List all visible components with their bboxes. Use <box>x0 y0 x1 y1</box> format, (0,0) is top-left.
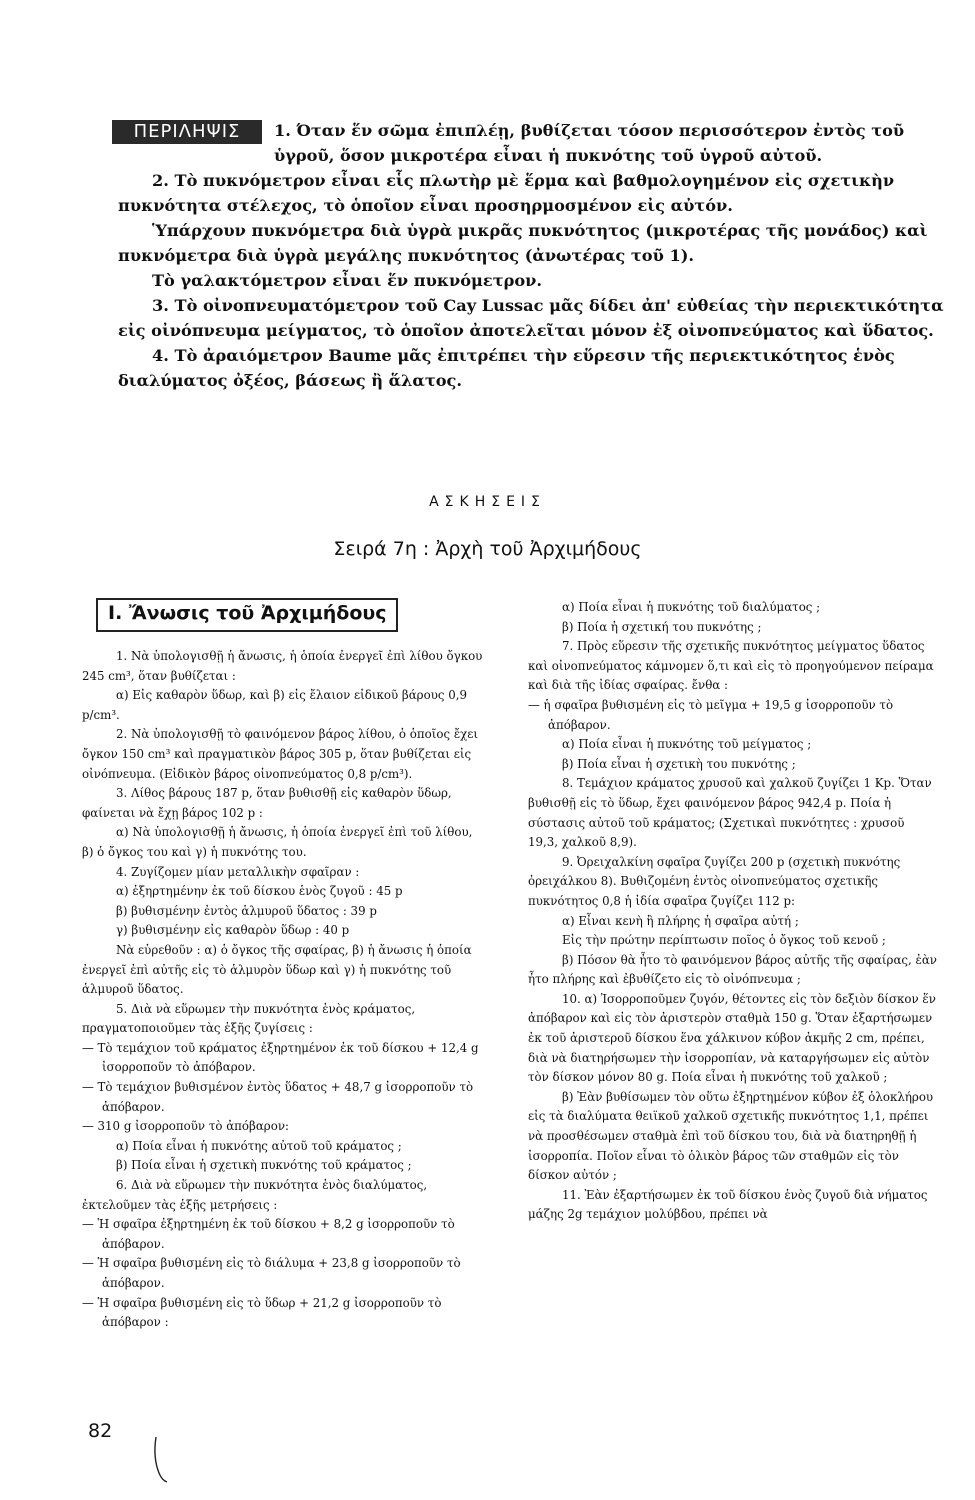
summary-block <box>118 118 960 393</box>
exercise-3-parts: α) Νὰ ὑπολογισθῇ ἡ ἄνωσις, ἡ ὁποία ἐνεργεῖ ἐπὶ τοῦ λίθου, β) ὁ ὄγκος του καὶ γ) ἡ πυκνότης του. <box>82 825 473 859</box>
summary-paragraph-2: 2. Τὸ πυκνόμετρον εἶναι εἷς πλωτὴρ μὲ ἕρμα καὶ βαθμολογημένον εἰς σχετικὴν πυκνότητα στέλεχος, τὸ ὁποῖον εἶναι προσηρμοσμένον εἰς αὐτόν. <box>118 171 895 215</box>
exercise-2: 2. Νὰ ὑπολογισθῇ τὸ φαινόμενον βάρος λίθου, ὁ ὁποῖος ἔχει ὄγκον 150 cm³ καὶ πραγματικὸν βάρος 305 p, ὅταν βυθίζεται εἰς οἰνόπνευμα. (Εἰδικὸν βάρος οἰνοπνεύματος 0,8 p/cm³). <box>82 727 479 781</box>
exercise-6: 6. Διὰ νὰ εὕρωμεν τὴν πυκνότητα ἑνὸς διαλύματος, ἐκτελοῦμεν τὰς ἑξῆς μετρήσεις : <box>82 1178 428 1212</box>
exercise-10-a: 10. α) Ἰσορροποῦμεν ζυγόν, θέτοντες εἰς τὸν δεξιὸν δίσκον ἕν ἀπόβαρον καὶ εἰς τὸν ἀριστερὸν σταθμὰ 150 g. Ὅταν ἐξαρτήσωμεν ἐκ τοῦ ἀριστεροῦ δίσκου ἕνα χάλκινον κύβον ἀκμῆς 2 cm, πρέπει, διὰ νὰ διατηρήσωμεν τὴν ἰσορροπίαν, νὰ καταργήσωμεν εἰς αὐτὸν τὸν δίσκον μόνον 80 g. Ποία εἶναι ἡ πυκνότης τοῦ χαλκοῦ ; <box>528 991 936 1085</box>
exercise-1-parts: α) Εἰς καθαρὸν ὕδωρ, καὶ β) εἰς ἔλαιον εἰδικοῦ βάρους 0,9 p/cm³. <box>82 688 467 722</box>
exercise-7-item: — ἡ σφαῖρα βυθισμένη εἰς τὸ μεῖγμα + 19,5 g ἰσορροποῦν τὸ ἀπόβαρον. <box>528 697 894 732</box>
left-column <box>82 647 487 1333</box>
exercise-11: 11. Ἐὰν ἐξαρτήσωμεν ἐκ τοῦ δίσκου ἑνὸς ζυγοῦ διὰ νήματος μάζης 2g τεμάχιον μολύβδου, πρέπει νὰ <box>528 1187 928 1222</box>
exercise-4-c: γ) βυθισμένην εἰς καθαρὸν ὕδωρ : 40 p <box>116 923 350 938</box>
summary-paragraph-1: 1. Όταν ἕν σῶμα ἐπιπλέῃ, βυθίζεται τόσον περισσότερον ἐντὸς τοῦ ὑγροῦ, ὅσον μικροτέρα εἶναι ἡ πυκνότης τοῦ ὑγροῦ αὐτοῦ. <box>274 121 905 165</box>
summary-paragraph-5: 3. Τὸ οἰνοπνευματόμετρον τοῦ Cay Lussac μᾶς δίδει ἀπ' εὐθείας τὴν περιεκτικότητα εἰς οἰνόπνευμα μείγματος, τὸ ὁποῖον ἀποτελεῖται μόνον ἐξ οἰνοπνεύματος καὶ ὕδατος. <box>118 296 944 340</box>
exercise-5-item-1: — Τὸ τεμάχιον τοῦ κράματος ἐξηρτημένον ἐκ τοῦ δίσκου + 12,4 g ἰσορροποῦν τὸ ἀπόβαρον. <box>82 1040 479 1075</box>
exercise-5-a: α) Ποία εἶναι ἡ πυκνότης αὐτοῦ τοῦ κράματος ; <box>116 1138 402 1153</box>
exercise-9-a: α) Εἶναι κενὴ ἢ πλήρης ἡ σφαῖρα αὐτή ; <box>562 913 799 928</box>
exercise-7-a: α) Ποία εἶναι ἡ πυκνότης τοῦ μείγματος ; <box>562 737 812 752</box>
exercise-10-b: β) Ἐὰν βυθίσωμεν τὸν οὕτω ἐξηρτημένον κύβον ἐξ ὁλοκλήρου εἰς τὰ διαλύματα θειϊκοῦ χαλκοῦ σχετικῆς πυκνότητος 1,1, πρέπει νὰ προσθέσωμεν σταθμὰ ἐπὶ τοῦ δίσκου του, διὰ νὰ διατηρηθῇ ἡ ἰσορροπία. Ποῖον εἶναι τὸ ὁλικὸν βάρος τῶν σταθμῶν εἰς τὸν δίσκον αὐτόν ; <box>528 1089 934 1183</box>
exercise-6-item-1: — Ἡ σφαῖρα ἐξηρτημένη ἐκ τοῦ δίσκου + 8,2 g ἰσορροποῦν τὸ ἀπόβαρον. <box>82 1217 455 1251</box>
exercise-7-b: β) Ποία εἶναι ἡ σχετικὴ του πυκνότης ; <box>562 756 796 771</box>
exercise-5-b: β) Ποία εἶναι ἡ σχετικὴ πυκνότης τοῦ κράματος ; <box>116 1158 412 1173</box>
summary-paragraph-3: Ὑπάρχουν πυκνόμετρα διὰ ὑγρὰ μικρᾶς πυκνότητος (μικροτέρας τῆς μονάδος) καὶ πυκνόμετρα διὰ ὑγρὰ μεγάλης πυκνότητος (ἀνωτέρας τοῦ 1). <box>118 221 928 265</box>
exercise-3: 3. Λίθος βάρους 187 p, ὅταν βυθισθῇ εἰς καθαρὸν ὕδωρ, φαίνεται νὰ ἔχῃ βάρος 102 p : <box>82 786 452 820</box>
exercises-title: ΑΣΚΗΣΕΙΣ <box>429 494 546 510</box>
exercise-6-b: β) Ποία ἡ σχετική του πυκνότης ; <box>562 619 762 634</box>
exercise-6-a: α) Ποία εἶναι ἡ πυκνότης τοῦ διαλύματος ; <box>562 600 821 614</box>
exercise-9-b: β) Πόσον θὰ ἦτο τὸ φαινόμενον βάρος αὐτῆς τῆς σφαίρας, ἐὰν ἦτο πλήρης καὶ ἐβυθίζετο εἰς τὸ οἰνόπνευμα ; <box>528 952 937 987</box>
exercise-4-question: Νὰ εὑρεθοῦν : α) ὁ ὄγκος τῆς σφαίρας, β) ἡ ἄνωσις ἡ ὁποία ἐνεργεῖ ἐπὶ αὐτῆς εἰς τὸ ἁλμυρὸν ὕδωρ καὶ γ) ἡ πυκνότης τοῦ ἁλμυροῦ ὕδατος. <box>82 942 472 997</box>
series-title: Σειρά 7η : Ἀρχὴ τοῦ Ἀρχιμήδους <box>333 538 642 560</box>
exercise-4-b: β) βυθισμένην ἐντὸς ἁλμυροῦ ὕδατος : 39 p <box>116 903 377 918</box>
exercise-8: 8. Τεμάχιον κράματος χρυσοῦ καὶ χαλκοῦ ζυγίζει 1 Kp. Ὅταν βυθισθῇ εἰς τὸ ὕδωρ, ἔχει φαινόμενον βάρος 942,4 p. Ποία ἡ σύστασις αὐτοῦ τοῦ κράματος; (Σχετικαὶ πυκνότητες : χρυσοῦ 19,3, χαλκοῦ 8,9). <box>528 776 932 850</box>
exercise-7: 7. Πρὸς εὕρεσιν τῆς σχετικῆς πυκνότητος μείγματος ὕδατος καὶ οἰνοπνεύματος κάμνομεν ὅ,τι καὶ εἰς τὸ προηγούμενον πείραμα καὶ διὰ τῆς ἰδίας σφαίρας. ἔνθα : <box>528 639 934 693</box>
exercise-4-a: α) ἐξηρτημένην ἐκ τοῦ δίσκου ἑνὸς ζυγοῦ : 45 p <box>116 884 403 899</box>
exercise-5: 5. Διὰ νὰ εὕρωμεν τὴν πυκνότητα ἑνὸς κράματος, πραγματοποιοῦμεν τὰς ἑξῆς ζυγίσεις : <box>82 1001 416 1036</box>
exercise-5-item-3: — 310 g ἰσορροποῦν τὸ ἀπόβαρον: <box>82 1119 289 1134</box>
exercise-1: 1. Νὰ ὑπολογισθῇ ἡ ἄνωσις, ἡ ὁποία ἐνεργεῖ ἐπὶ λίθου ὄγκου 245 cm³, ὅταν βυθίζεται : <box>82 649 483 683</box>
page-number: 82 <box>88 1420 113 1442</box>
summary-tag: ΠΕΡΙΛΗΨΙΣ <box>112 120 262 144</box>
summary-paragraph-6: 4. Τὸ ἀραιόμετρον Baume μᾶς ἐπιτρέπει τὴν εὕρεσιν τῆς περιεκτικότητος ἑνὸς διαλύματος ὀξέος, βάσεως ἢ ἅλατος. <box>118 346 895 390</box>
exercise-6-item-3: — Ἡ σφαῖρα βυθισμένη εἰς τὸ ὕδωρ + 21,2 g ἰσορροποῦν τὸ ἀπόβαρον : <box>82 1295 442 1330</box>
exercise-9-a-cont: Εἰς τὴν πρώτην περίπτωσιν ποῖος ὁ ὄγκος τοῦ κενοῦ ; <box>562 933 886 948</box>
section-title: I. Ἄνωσις τοῦ Ἀρχιμήδους <box>108 602 387 624</box>
summary-paragraph-4: Τὸ γαλακτόμετρον εἶναι ἕν πυκνόμετρον. <box>152 271 543 290</box>
exercise-9: 9. Ὀρειχαλκίνη σφαῖρα ζυγίζει 200 p (σχετικὴ πυκνότης ὀρειχάλκου 8). Βυθιζομένη ἐντὸς οἰνοπνεύματος σχετικῆς πυκνότητος 0,8 ἡ ἰδία σφαῖρα ζυγίζει 112 p: <box>528 854 901 908</box>
right-column <box>528 598 938 1225</box>
pencil-mark-icon <box>150 1435 170 1485</box>
exercise-5-item-2: — Τὸ τεμάχιον βυθισμένον ἐντὸς ὕδατος + 48,7 g ἰσορροποῦν τὸ ἀπόβαρον. <box>82 1080 474 1114</box>
exercise-6-item-2: — Ἡ σφαῖρα βυθισμένη εἰς τὸ διάλυμα + 23,8 g ἰσορροποῦν τὸ ἀπόβαρον. <box>82 1256 461 1290</box>
exercise-4: 4. Ζυγίζομεν μίαν μεταλλικὴν σφαῖραν : <box>116 864 360 879</box>
